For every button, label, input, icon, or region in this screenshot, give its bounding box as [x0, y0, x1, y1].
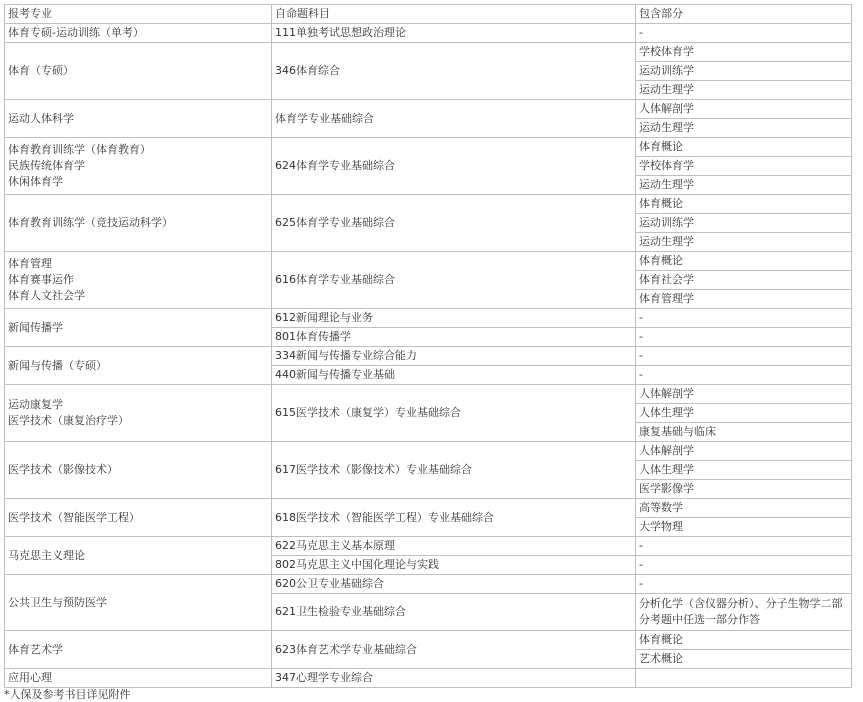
- part-cell: 运动生理学: [636, 119, 852, 138]
- part-cell: 体育社会学: [636, 271, 852, 290]
- table-row: [5, 442, 852, 461]
- major-cell: [5, 631, 272, 669]
- part-cell: 体育管理学: [636, 290, 852, 309]
- part-cell: 分析化学（含仪器分析）、分子生物学二部分考题中任选一部分作答: [636, 594, 852, 631]
- major-cell: [5, 24, 272, 43]
- part-cell: -: [636, 309, 852, 328]
- major-name: 运动康复学: [8, 398, 63, 411]
- major-cell: [5, 575, 272, 631]
- subject-cell: 622马克思主义基本原理: [272, 537, 636, 556]
- major-name: 医学技术（康复治疗学）: [8, 414, 129, 427]
- part-cell: 人体解剖学: [636, 100, 852, 119]
- major-name: 新闻传播学: [8, 320, 63, 334]
- part-cell: -: [636, 328, 852, 347]
- subject-cell: 347心理学专业综合: [272, 669, 636, 688]
- table-row: [5, 195, 852, 214]
- subject-cell: 802马克思主义中国化理论与实践: [272, 556, 636, 575]
- major-name: 新闻与传播（专硕）: [8, 358, 107, 372]
- header-subject: 自命题科目: [272, 5, 636, 24]
- part-cell: -: [636, 347, 852, 366]
- major-cell: [5, 385, 272, 442]
- part-cell: 高等数学: [636, 499, 852, 518]
- subject-cell: 体育学专业基础综合: [272, 100, 636, 138]
- subject-cell: 440新闻与传播专业基础: [272, 366, 636, 385]
- major-cell: [5, 252, 272, 309]
- subject-cell: 334新闻与传播专业综合能力: [272, 347, 636, 366]
- part-cell: 体育概论: [636, 631, 852, 650]
- major-name: 体育管理: [8, 257, 52, 270]
- part-cell: 学校体育学: [636, 157, 852, 176]
- table-row: [5, 385, 852, 404]
- major-name: 体育教育训练学（竞技运动科学）: [8, 216, 173, 229]
- major-cell: [5, 347, 272, 385]
- major-name: 公共卫生与预防医学: [8, 595, 107, 609]
- subject-cell: 801体育传播学: [272, 328, 636, 347]
- part-cell: 人体生理学: [636, 404, 852, 423]
- part-cell: 艺术概论: [636, 650, 852, 669]
- table-row: [5, 631, 852, 650]
- subject-cell: 617医学技术（影像技术）专业基础综合: [272, 442, 636, 499]
- table-row: [5, 575, 852, 594]
- part-cell: -: [636, 575, 852, 594]
- header-parts: 包含部分: [636, 5, 852, 24]
- part-cell: -: [636, 556, 852, 575]
- part-cell: 人体解剖学: [636, 385, 852, 404]
- major-name: 体育教育训练学（体育教育）: [8, 143, 151, 156]
- subject-cell: 621卫生检验专业基础综合: [272, 594, 636, 631]
- subject-cell: 615医学技术（康复学）专业基础综合: [272, 385, 636, 442]
- major-name: 民族传统体育学: [8, 159, 85, 172]
- part-cell: 运动训练学: [636, 62, 852, 81]
- part-cell: 体育概论: [636, 138, 852, 157]
- part-cell: 学校体育学: [636, 43, 852, 62]
- part-cell: 人体生理学: [636, 461, 852, 480]
- table-row: [5, 43, 852, 62]
- major-name: 应用心理: [8, 671, 52, 684]
- part-cell: 康复基础与临床: [636, 423, 852, 442]
- subject-cell: 624体育学专业基础综合: [272, 138, 636, 195]
- subject-cell: 111单独考试思想政治理论: [272, 24, 636, 43]
- part-cell: -: [636, 24, 852, 43]
- major-name: 体育赛事运作: [8, 273, 74, 286]
- table-header-row: [5, 5, 852, 24]
- subject-cell: 618医学技术（智能医学工程）专业基础综合: [272, 499, 636, 537]
- part-cell: 体育概论: [636, 252, 852, 271]
- major-cell: [5, 309, 272, 347]
- part-cell: [636, 669, 852, 688]
- part-cell: 运动生理学: [636, 176, 852, 195]
- footer-note: *人保及参考书目详见附件: [4, 688, 131, 701]
- table-row: [5, 309, 852, 328]
- table-row: [5, 669, 852, 688]
- subject-cell: 616体育学专业基础综合: [272, 252, 636, 309]
- part-cell: 大学物理: [636, 518, 852, 537]
- major-cell: [5, 442, 272, 499]
- major-name: 体育（专硕）: [8, 64, 74, 77]
- major-cell: [5, 499, 272, 537]
- part-cell: 医学影像学: [636, 480, 852, 499]
- major-cell: [5, 43, 272, 100]
- subject-cell: 625体育学专业基础综合: [272, 195, 636, 252]
- major-name: 医学技术（影像技术）: [8, 463, 118, 476]
- exam-subject-table: [4, 4, 852, 688]
- table-row: [5, 24, 852, 43]
- major-cell: [5, 537, 272, 575]
- major-name: 医学技术（智能医学工程）: [8, 510, 140, 524]
- subject-cell: 346体育综合: [272, 43, 636, 100]
- header-major: 报考专业: [5, 5, 272, 24]
- table-row: [5, 537, 852, 556]
- table-row: [5, 252, 852, 271]
- part-cell: 运动生理学: [636, 81, 852, 100]
- major-name: 体育人文社会学: [8, 289, 85, 302]
- major-cell: [5, 100, 272, 138]
- subject-cell: 620公卫专业基础综合: [272, 575, 636, 594]
- major-name: 体育专硕-运动训练（单考）: [8, 26, 144, 39]
- major-name: 马克思主义理论: [8, 548, 85, 562]
- major-name: 休闲体育学: [8, 175, 63, 188]
- major-cell: [5, 195, 272, 252]
- part-cell: 体育概论: [636, 195, 852, 214]
- part-cell: 运动训练学: [636, 214, 852, 233]
- major-cell: [5, 138, 272, 195]
- table-row: [5, 499, 852, 518]
- table-row: [5, 138, 852, 157]
- subject-cell: 612新闻理论与业务: [272, 309, 636, 328]
- part-cell: 运动生理学: [636, 233, 852, 252]
- subject-cell: 623体育艺术学专业基础综合: [272, 631, 636, 669]
- major-name: 体育艺术学: [8, 642, 63, 656]
- major-cell: [5, 669, 272, 688]
- table-row: [5, 347, 852, 366]
- major-name: 运动人体科学: [8, 111, 74, 125]
- part-cell: 人体解剖学: [636, 442, 852, 461]
- table-body: [5, 24, 852, 688]
- subject-table-wrapper: [4, 4, 852, 688]
- part-cell: -: [636, 537, 852, 556]
- part-cell: -: [636, 366, 852, 385]
- table-row: [5, 100, 852, 119]
